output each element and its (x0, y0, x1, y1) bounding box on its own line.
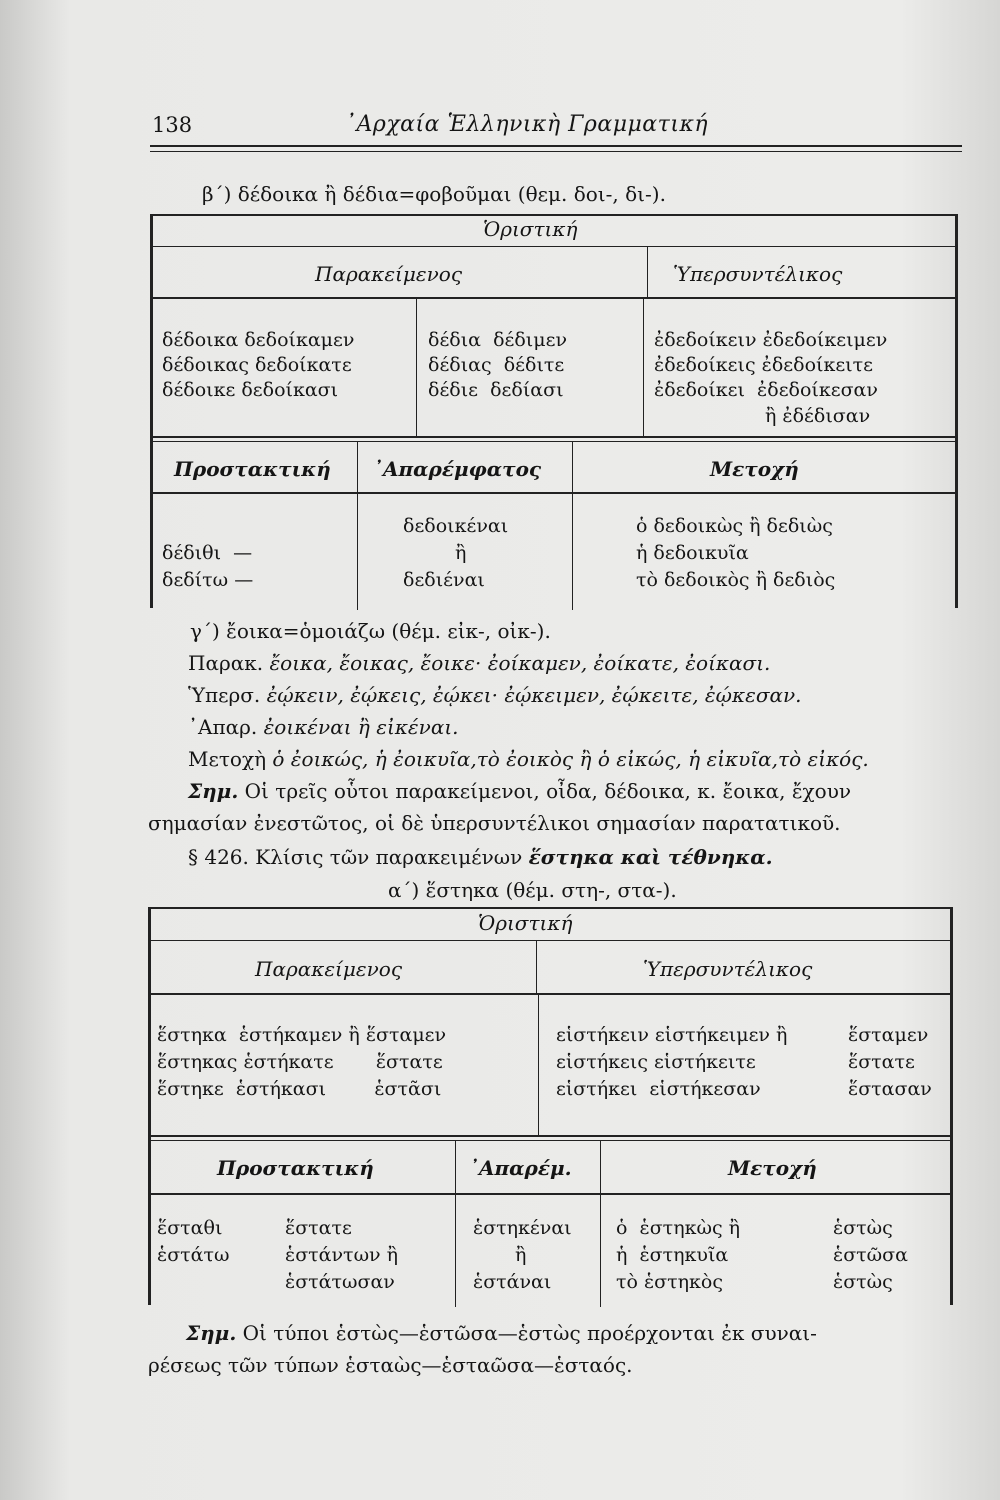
table1-pluperfect-row: ἐδεδοίκεις ἐδεδοίκειτε (654, 354, 873, 376)
table1-perfect-b-row: δέδιας δέδιτε (428, 354, 565, 376)
table1-perfect-b-row: δέδια δέδιμεν (428, 329, 567, 351)
table2-pluperfect-alt: ἕστατε (848, 1051, 915, 1073)
table1-participle-row: ἡ δεδοικυῖα (636, 542, 749, 564)
section-426-heading-text: § 426. Κλίσις τῶν παρακειμένων (188, 845, 523, 869)
table2-pluperfect-row: εἱστήκεις εἱστήκειτε (556, 1051, 756, 1073)
table2-imperative-row: ἕσταθι (157, 1217, 223, 1239)
table2-perfect-header: Παρακείμενος (255, 957, 403, 981)
pluperfect-forms: ἐῴκειν, ἐῴκεις, ἐῴκει· ἐῴκειμεν, ἐῴκειτε, ἐῴκεσαν. (266, 683, 802, 707)
note-label: Σημ. (188, 779, 239, 803)
table1-participle-row: ὁ δεδοικὼς ἢ δεδιὼς (636, 515, 833, 537)
table2-imperative-header: Προστακτική (217, 1156, 374, 1180)
table1-perfect-a-row: δέδοικε δεδοίκασι (162, 379, 339, 401)
table2-imperative-plural: ἑστάντων ἢ (285, 1244, 399, 1266)
table2-participle-header: Μετοχή (728, 1156, 817, 1180)
table2-infinitive-row: ἑστηκέναι (473, 1217, 572, 1239)
header-rule-thin (150, 151, 962, 152)
final-note-text: Οἱ τύποι ἑστὼς—ἑστῶσα—ἑστὼς προέρχονται ἐκ συναι- (242, 1321, 817, 1345)
pluperfect-abbrev: Ὑπερσ. (188, 683, 261, 707)
section-426-heading-bold: ἕστηκα καὶ τέθνηκα. (528, 845, 773, 869)
header-rule (150, 145, 962, 147)
table2-participle-alt: ἑστὼς (833, 1271, 893, 1293)
table2-pluperfect-row: εἱστήκειν εἱστήκειμεν ἢ (556, 1024, 788, 1046)
table1-infinitive-header: ᾿Απαρέμφατος (373, 457, 542, 481)
table2-participle-alt: ἑστὼς (833, 1217, 893, 1239)
table1-perfect-a-row: δέδοικας δεδοίκατε (162, 354, 352, 376)
table1-participle-row: τὸ δεδοικὸς ἢ δεδιὸς (636, 569, 836, 591)
table2-pluperfect-row: εἱστήκει εἱστήκεσαν (556, 1078, 761, 1100)
table2-pluperfect-alt: ἕσταμεν (848, 1024, 929, 1046)
table1-pluperfect-row: ἢ ἐδέδισαν (765, 405, 871, 427)
participle-forms: ὁ ἐοικώς, ἡ ἐοικυῖα,τὸ ἐοικὸς ἢ ὁ εἰκώς, ἡ εἰκυῖα,τὸ εἰκός. (272, 747, 869, 771)
section-c-note-line2: σημασίαν ἐνεστῶτος, οἱ δὲ ὑπερσυντέλικοι σημασίαν παρατατικοῦ. (148, 811, 841, 835)
table1-mood-header: Ὁριστική (483, 217, 578, 241)
table2-participle-row: ἡ ἑστηκυῖα (616, 1244, 729, 1266)
table2-imperative-row: ἑστάτω (157, 1244, 230, 1266)
table2-perfect-row: ἕστηκε ἑστήκασι ἑστᾶσι (157, 1078, 442, 1100)
table1-pluperfect-row: ἐδεδοίκει ἐδεδοίκεσαν (654, 379, 878, 401)
section-426-subheading: α΄) ἕστηκα (θέμ. στη-, στα-). (388, 878, 677, 902)
note-text: Οἱ τρεῖς οὗτοι παρακείμενοι, οἶδα, δέδοικα, κ. ἔοικα, ἔχουν (244, 779, 852, 803)
final-note-label: Σημ. (186, 1321, 237, 1345)
table1-infinitive-row: δεδοικέναι (403, 515, 509, 537)
section-c-pluperfect-line (188, 683, 802, 707)
table2-perfect-row: ἕστηκα ἑστήκαμεν ἢ ἕσταμεν (157, 1024, 447, 1046)
section-426-heading (188, 845, 773, 869)
table2-perfect-row: ἕστηκας ἑστήκατε ἕστατε (157, 1051, 443, 1073)
table2-infinitive-row: ἢ (515, 1244, 527, 1266)
table2-imperative-plural: ἕστατε (285, 1217, 352, 1239)
table2-participle-row: τὸ ἑστηκὸς (616, 1271, 724, 1293)
table1-imperative-row: δέδιθι — (162, 542, 253, 564)
table2-infinitive-header: ᾿Απαρέμ. (469, 1156, 572, 1180)
table1-perfect-header: Παρακείμενος (315, 262, 463, 286)
final-note-line2: ρέσεως τῶν τύπων ἑσταὼς—ἑσταῶσα—ἑσταός. (148, 1353, 633, 1377)
running-title: ᾿Αρχαία Ἑλληνικὴ Γραμματική (345, 112, 709, 137)
section-c-note-line1 (188, 779, 851, 803)
participle-abbrev: Μετοχὴ (188, 747, 267, 771)
table1-pluperfect-row: ἐδεδοίκειν ἐδεδοίκειμεν (654, 329, 888, 351)
table2-participle-row: ὁ ἑστηκὼς ἢ (616, 1217, 741, 1239)
section-c-heading: γ΄) ἔοικα=ὁμοιάζω (θέμ. εἰκ-, οἰκ-). (190, 619, 551, 643)
perfect-abbrev: Παρακ. (188, 651, 264, 675)
infinitive-abbrev: ᾿Απαρ. (188, 715, 258, 739)
table2-pluperfect-header: Ὑπερσυντέλικος (643, 957, 813, 981)
table1-infinitive-row: δεδιέναι (403, 569, 485, 591)
table2-pluperfect-alt: ἕστασαν (848, 1078, 932, 1100)
table1-infinitive-row: ἢ (455, 542, 467, 564)
table2-imperative-plural: ἑστάτωσαν (285, 1271, 395, 1293)
section-b-heading: β΄) δέδοικα ἢ δέδια=φοβοῦμαι (θεμ. δοι-, δι-). (202, 182, 666, 206)
infinitive-forms: ἐοικέναι ἢ εἰκέναι. (263, 715, 459, 739)
section-c-infinitive-line (188, 715, 459, 739)
section-c-participle-line (188, 747, 869, 771)
final-note-line1 (186, 1321, 817, 1345)
table1-imperative-header: Προστακτική (174, 457, 331, 481)
table1-participle-header: Μετοχή (710, 457, 799, 481)
table1-perfect-b-row: δέδιε δεδίασι (428, 379, 564, 401)
page-number: 138 (152, 113, 193, 137)
table1-imperative-row: δεδίτω — (162, 569, 254, 591)
section-c-perfect-line (188, 651, 770, 675)
table1-perfect-a-row: δέδοικα δεδοίκαμεν (162, 329, 355, 351)
perfect-forms: ἔοικα, ἔοικας, ἔοικε· ἐοίκαμεν, ἐοίκατε, ἐοίκασι. (269, 651, 771, 675)
table2-mood-header: Ὁριστική (478, 911, 573, 935)
table2-infinitive-row: ἑστάναι (473, 1271, 552, 1293)
table2-participle-alt: ἑστῶσα (833, 1244, 908, 1266)
table1-pluperfect-header: Ὑπερσυντέλικος (673, 262, 843, 286)
